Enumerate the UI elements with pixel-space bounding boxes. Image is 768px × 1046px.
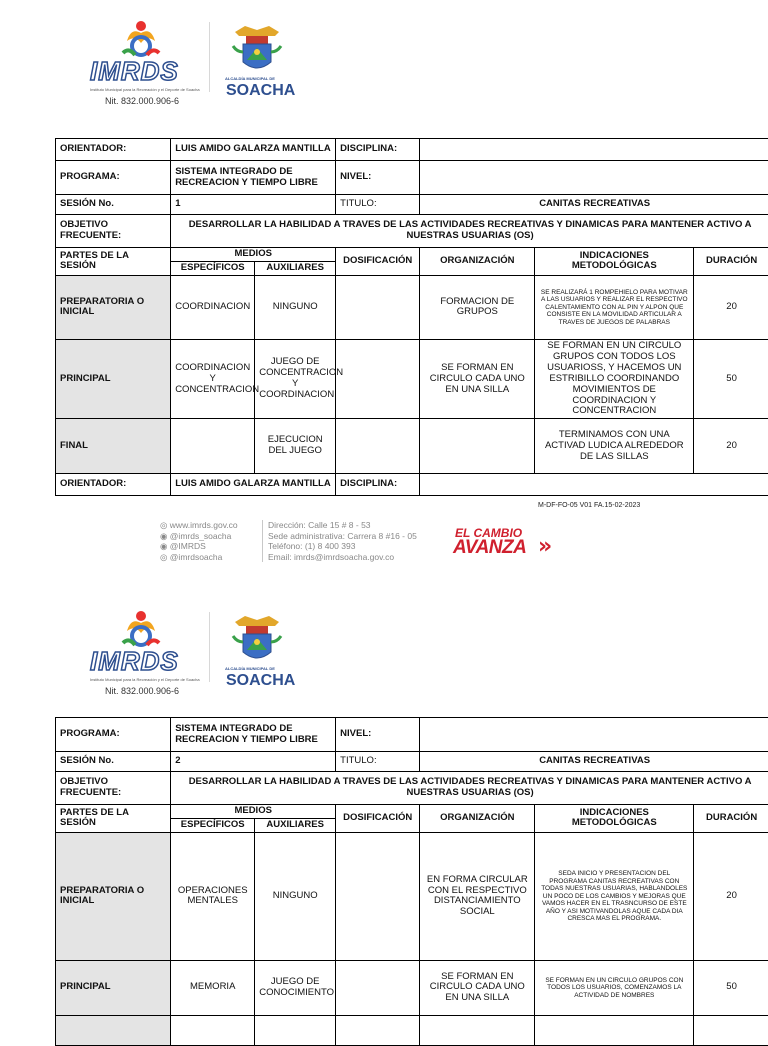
table-row	[56, 960, 768, 1015]
auxiliares-header: AUXILIARES	[255, 262, 336, 276]
row-part-label	[56, 1015, 171, 1045]
table-row	[56, 832, 768, 960]
dosificacion-header: DOSIFICACIÓN	[336, 805, 420, 833]
alcaldia-label: ALCALDÍA MUNICIPAL DE	[225, 666, 275, 671]
objetivo-value: DESARROLLAR LA HABILIDAD A TRAVES DE LAS ACTIVIDADES RECREATIVAS Y DINAMICAS PARA MANTENER ACTIVO A NUESTRAS USUARIAS (OS)	[171, 215, 768, 248]
cell-duracion: 20	[694, 275, 768, 339]
nivel-label: NIVEL:	[336, 161, 420, 195]
objetivo-value: DESARROLLAR LA HABILIDAD A TRAVES DE LAS ACTIVIDADES RECREATIVAS Y DINAMICAS PARA MANTENER ACTIVO A NUESTRAS USUARIAS (OS)	[171, 772, 768, 805]
soacha-label: SOACHA	[226, 82, 295, 100]
cell-especificos: COORDINACION	[171, 275, 255, 339]
nivel-value	[420, 161, 768, 195]
disciplina-value-bottom	[420, 474, 768, 496]
row-part-label: FINAL	[56, 419, 171, 474]
footer-social	[160, 520, 238, 562]
instagram-link[interactable]: ◎ @imrdsoacha	[160, 552, 238, 563]
slogan-avanza: AVANZA	[453, 537, 526, 559]
table-row	[56, 1015, 768, 1045]
table-row	[56, 339, 768, 418]
twitter-icon: ◉	[160, 541, 167, 551]
imrds-tagline: Instituto Municipal para la Recreación y el Deporte de Soacha	[90, 87, 200, 92]
titulo-value: CANITAS RECREATIVAS	[420, 752, 768, 772]
cell-organizacion: SE FORMAN EN CIRCULO CADA UNO EN UNA SILLA	[420, 339, 535, 418]
cell-indicaciones: SE REALIZARÁ 1 ROMPEHIELO PARA MOTIVAR A LAS USUARIOS Y REALIZAR EL RESPECTIVO CALENTAMIENTO CON AL PIN Y ALPON QUE CONSISTE EN LA MOVILIDAD ARTICULAR A TRAVES DE JUEGOS DE PALABRAS	[535, 275, 694, 339]
programa-label: PROGRAMA:	[56, 161, 171, 195]
especificos-header: ESPECÍFICOS	[171, 262, 255, 276]
row-part-label: PRINCIPAL	[56, 960, 171, 1015]
row-part-label: PRINCIPAL	[56, 339, 171, 418]
cell-duracion: 50	[694, 339, 768, 418]
disciplina-label-bottom: DISCIPLINA:	[336, 474, 420, 496]
table-row	[56, 419, 768, 474]
facebook-icon: ◉	[160, 531, 167, 541]
sesion-label: SESIÓN No.	[56, 195, 171, 215]
imrds-figure-icon	[117, 19, 165, 61]
programa-value: SISTEMA INTEGRADO DE RECREACION Y TIEMPO LIBRE	[171, 718, 336, 752]
partes-header: PARTES DE LA SESIÓN	[56, 805, 171, 833]
phone-line: Teléfono: (1) 8 400 393	[268, 541, 417, 552]
nivel-value	[420, 718, 768, 752]
footer-contact	[160, 520, 580, 570]
orientador-value: LUIS AMIDO GALARZA MANTILLA	[171, 139, 336, 161]
table-row	[56, 275, 768, 339]
soacha-shield-icon	[231, 612, 283, 666]
disciplina-value	[420, 139, 768, 161]
instagram-icon: ◎	[160, 552, 167, 562]
cell-indicaciones: SE FORMAN EN UN CIRCULO GRUPOS CON TODOS LOS USUARIOS, COMENZAMOS LA ACTIVIDAD DE NOMBRES	[535, 960, 694, 1015]
logo-separator	[209, 22, 210, 92]
orientador-value-bottom: LUIS AMIDO GALARZA MANTILLA	[171, 474, 336, 496]
especificos-header: ESPECÍFICOS	[171, 819, 255, 833]
row-part-label: PREPARATORIA O INICIAL	[56, 275, 171, 339]
auxiliares-header: AUXILIARES	[255, 819, 336, 833]
cell-duracion: 50	[694, 960, 768, 1015]
cell-indicaciones: SE FORMAN EN UN CIRCULO GRUPOS CON TODOS LOS USUARIOSS, Y HACEMOS UN ESTRIBILLO COORDINANDO MOVIMIENTOS DE COORDINACION Y CONCENTRACION	[535, 339, 694, 418]
duracion-header: DURACIÓN	[694, 248, 768, 276]
cell-organizacion: FORMACION DE GRUPOS	[420, 275, 535, 339]
indicaciones-header: INDICACIONES METODOLÓGICAS	[535, 805, 694, 833]
cell-duracion: 20	[694, 419, 768, 474]
cell-especificos: COORDINACION Y CONCENTRACION	[171, 339, 255, 418]
cell-indicaciones: SEDA INICIO Y PRESENTACION DEL PROGRAMA CANITAS RECREATIVAS CON TODAS NUESTRAS USUARIAS, HABLANDOLES UN POCO DE LOS CAMBIOS Y MEJORAS QUE VAMOS HACER EN EL TRASNCURSO DE ESTE AÑO Y ASI MOTIVANDOLAS AQUE CADA DIA CRESCA MAS EL PROGRAMA.	[535, 832, 694, 960]
titulo-value: CANITAS RECREATIVAS	[420, 195, 768, 215]
sesion-value: 2	[171, 752, 336, 772]
nit-number: Nit. 832.000.906-6	[105, 686, 179, 696]
cell-dosificacion	[336, 339, 420, 418]
page-2	[0, 590, 768, 1024]
imrds-logo-word: IMRDS	[90, 646, 179, 677]
twitter-link[interactable]: ◉ @IMRDS	[160, 541, 238, 552]
web-link[interactable]: ◎ www.imrds.gov.co	[160, 520, 238, 531]
imrds-logo-word: IMRDS	[90, 56, 179, 87]
titulo-label: TITULO:	[336, 752, 420, 772]
medios-header: MEDIOS	[171, 248, 336, 262]
address-line: Dirección: Calle 15 # 8 - 53	[268, 520, 417, 531]
cell-auxiliares: EJECUCION DEL JUEGO	[255, 419, 336, 474]
cell-dosificacion	[336, 960, 420, 1015]
planning-table-2	[55, 717, 768, 1046]
footer-divider	[262, 520, 263, 562]
header-logos	[85, 604, 315, 699]
organizacion-header: ORGANIZACIÓN	[420, 805, 535, 833]
partes-header: PARTES DE LA SESIÓN	[56, 248, 171, 276]
cell-dosificacion	[336, 832, 420, 960]
cell-dosificacion	[336, 275, 420, 339]
cell-auxiliares: JUEGO DE CONCENTRACION Y COORDINACION	[255, 339, 336, 418]
dosificacion-header: DOSIFICACIÓN	[336, 248, 420, 276]
titulo-label: TITULO:	[336, 195, 420, 215]
programa-value: SISTEMA INTEGRADO DE RECREACION Y TIEMPO LIBRE	[171, 161, 336, 195]
nivel-label: NIVEL:	[336, 718, 420, 752]
imrds-figure-icon	[117, 609, 165, 651]
globe-icon: ◎	[160, 520, 167, 530]
cell-especificos: MEMORIA	[171, 960, 255, 1015]
cell-organizacion: EN FORMA CIRCULAR CON EL RESPECTIVO DISTANCIAMIENTO SOCIAL	[420, 832, 535, 960]
cell-auxiliares: NINGUNO	[255, 275, 336, 339]
orientador-label: ORIENTADOR:	[56, 139, 171, 161]
double-chevron-icon: »	[538, 534, 552, 559]
cell-dosificacion	[336, 419, 420, 474]
medios-header: MEDIOS	[171, 805, 336, 819]
alcaldia-label: ALCALDÍA MUNICIPAL DE	[225, 76, 275, 81]
cell-especificos	[171, 419, 255, 474]
sede-line: Sede administrativa: Carrera 8 #16 - 05	[268, 531, 417, 542]
orientador-label-bottom: ORIENTADOR:	[56, 474, 171, 496]
planning-table-1	[55, 138, 768, 496]
soacha-label: SOACHA	[226, 672, 295, 690]
soacha-shield-icon	[231, 22, 283, 76]
email-line: Email: imrds@imrdsoacha.gov.co	[268, 552, 417, 563]
slogan-el-cambio: EL CAMBIO	[455, 526, 522, 540]
document-code: M-DF-FO-05 V01 FA.15-02-2023	[538, 502, 640, 509]
sesion-label: SESIÓN No.	[56, 752, 171, 772]
header-logos	[85, 14, 315, 109]
sesion-value: 1	[171, 195, 336, 215]
cell-duracion: 20	[694, 832, 768, 960]
cell-organizacion	[420, 419, 535, 474]
programa-label: PROGRAMA:	[56, 718, 171, 752]
objetivo-label: OBJETIVO FRECUENTE:	[56, 215, 171, 248]
objetivo-label: OBJETIVO FRECUENTE:	[56, 772, 171, 805]
organizacion-header: ORGANIZACIÓN	[420, 248, 535, 276]
row-part-label: PREPARATORIA O INICIAL	[56, 832, 171, 960]
facebook-link[interactable]: ◉ @imrds_soacha	[160, 531, 238, 542]
cell-especificos: OPERACIONES MENTALES	[171, 832, 255, 960]
footer-address	[268, 520, 417, 562]
duracion-header: DURACIÓN	[694, 805, 768, 833]
logo-separator	[209, 612, 210, 682]
imrds-tagline: Instituto Municipal para la Recreación y el Deporte de Soacha	[90, 677, 200, 682]
cell-auxiliares: NINGUNO	[255, 832, 336, 960]
cell-auxiliares: JUEGO DE CONOCIMIENTO	[255, 960, 336, 1015]
indicaciones-header: INDICACIONES METODOLÓGICAS	[535, 248, 694, 276]
nit-number: Nit. 832.000.906-6	[105, 96, 179, 106]
cell-organizacion: SE FORMAN EN CIRCULO CADA UNO EN UNA SILLA	[420, 960, 535, 1015]
cell-indicaciones: TERMINAMOS CON UNA ACTIVAD LUDICA ALREDEDOR DE LAS SILLAS	[535, 419, 694, 474]
disciplina-label: DISCIPLINA:	[336, 139, 420, 161]
